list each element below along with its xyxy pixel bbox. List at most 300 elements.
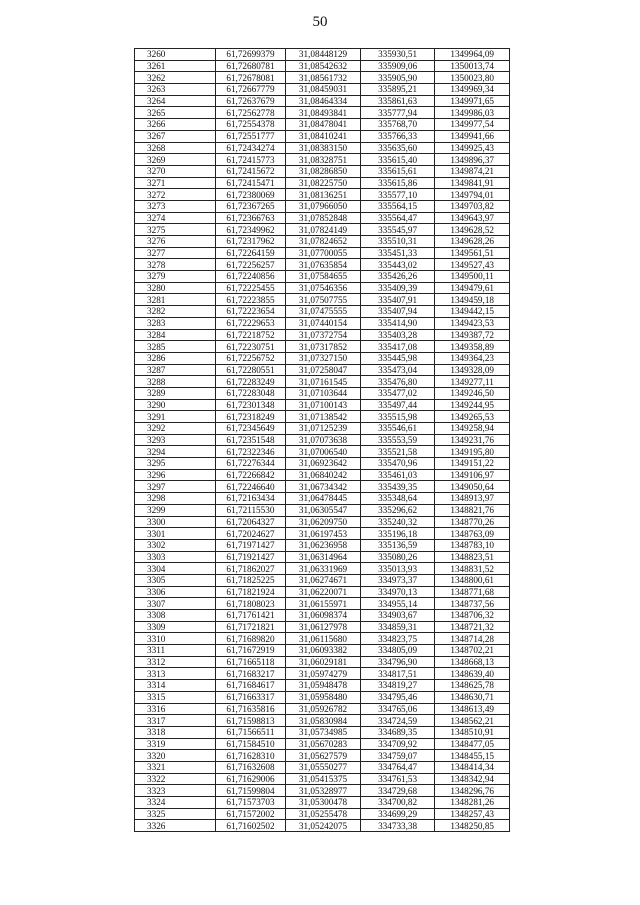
table-cell: 31,05830984 <box>286 715 361 727</box>
table-cell: 61,71632608 <box>215 761 286 773</box>
table-cell: 1349527,43 <box>435 259 510 271</box>
table-cell: 334970,13 <box>360 586 435 598</box>
table-cell: 1348763,09 <box>435 528 510 540</box>
table-cell: 1349265,53 <box>435 411 510 423</box>
table-cell: 61,71821924 <box>215 586 286 598</box>
table-cell: 61,71599804 <box>215 785 286 797</box>
table-cell: 334796,90 <box>360 656 435 668</box>
table-row <box>135 633 510 645</box>
table-cell: 31,08493841 <box>286 107 361 119</box>
table-cell: 61,71684617 <box>215 680 286 692</box>
table-cell: 31,07100143 <box>286 399 361 411</box>
table-cell: 3315 <box>135 691 216 703</box>
table-cell: 31,06478445 <box>286 493 361 505</box>
table-row <box>135 539 510 551</box>
table-row <box>135 236 510 248</box>
table-row <box>135 610 510 622</box>
table-cell: 1349561,51 <box>435 247 510 259</box>
table-row <box>135 516 510 528</box>
table-cell: 335477,02 <box>360 387 435 399</box>
table-cell: 334817,51 <box>360 668 435 680</box>
table-cell: 3274 <box>135 212 216 224</box>
table-cell: 31,07584655 <box>286 271 361 283</box>
table-cell: 3290 <box>135 399 216 411</box>
table-cell: 1348702,21 <box>435 645 510 657</box>
table-cell: 61,72317962 <box>215 236 286 248</box>
table-cell: 1348281,26 <box>435 797 510 809</box>
table-cell: 335909,06 <box>360 60 435 72</box>
table-cell: 3306 <box>135 586 216 598</box>
table-row <box>135 738 510 750</box>
table-cell: 3302 <box>135 539 216 551</box>
table-cell: 31,08448129 <box>286 49 361 61</box>
table-cell: 31,06840242 <box>286 469 361 481</box>
table-cell: 61,72349962 <box>215 224 286 236</box>
table-cell: 61,71808023 <box>215 598 286 610</box>
table-cell: 334973,37 <box>360 574 435 586</box>
table-cell: 1348250,85 <box>435 820 510 832</box>
table-row <box>135 142 510 154</box>
table-cell: 334699,29 <box>360 808 435 820</box>
table-cell: 1348257,43 <box>435 808 510 820</box>
table-cell: 1349841,91 <box>435 177 510 189</box>
table-cell: 335451,33 <box>360 247 435 259</box>
table-cell: 61,72276344 <box>215 458 286 470</box>
table-cell: 31,07824149 <box>286 224 361 236</box>
table-cell: 1349364,23 <box>435 352 510 364</box>
table-cell: 31,05242075 <box>286 820 361 832</box>
table-row <box>135 364 510 376</box>
table-cell: 1350023,80 <box>435 72 510 84</box>
table-cell: 3287 <box>135 364 216 376</box>
table-cell: 3304 <box>135 563 216 575</box>
table-cell: 61,72415672 <box>215 165 286 177</box>
table-cell: 61,72637679 <box>215 95 286 107</box>
table-cell: 1349387,72 <box>435 329 510 341</box>
table-cell: 61,71602502 <box>215 820 286 832</box>
table-cell: 1349896,37 <box>435 154 510 166</box>
table-cell: 61,72229653 <box>215 317 286 329</box>
table-cell: 334765,06 <box>360 703 435 715</box>
table-cell: 61,72283048 <box>215 387 286 399</box>
table-cell: 61,72264159 <box>215 247 286 259</box>
table-cell: 31,07138542 <box>286 411 361 423</box>
table-cell: 1349925,43 <box>435 142 510 154</box>
table-cell: 61,72554378 <box>215 119 286 131</box>
table-cell: 61,72301348 <box>215 399 286 411</box>
table-cell: 335426,26 <box>360 271 435 283</box>
table-cell: 3277 <box>135 247 216 259</box>
table-row <box>135 329 510 341</box>
table-row <box>135 60 510 72</box>
table-cell: 61,72218752 <box>215 329 286 341</box>
table-cell: 61,71573703 <box>215 797 286 809</box>
table-cell: 31,06098374 <box>286 610 361 622</box>
table-cell: 3289 <box>135 387 216 399</box>
table-cell: 31,07161545 <box>286 376 361 388</box>
table-cell: 31,08286850 <box>286 165 361 177</box>
table-cell: 61,72283249 <box>215 376 286 388</box>
table-cell: 3312 <box>135 656 216 668</box>
table-cell: 3295 <box>135 458 216 470</box>
table-cell: 31,06155971 <box>286 598 361 610</box>
table-row <box>135 271 510 283</box>
table-cell: 31,06314964 <box>286 551 361 563</box>
table-cell: 3318 <box>135 726 216 738</box>
table-cell: 31,07635854 <box>286 259 361 271</box>
table-cell: 335905,90 <box>360 72 435 84</box>
table-cell: 1349479,61 <box>435 282 510 294</box>
table-cell: 3326 <box>135 820 216 832</box>
table-cell: 3324 <box>135 797 216 809</box>
table-cell: 334689,35 <box>360 726 435 738</box>
table-cell: 335080,26 <box>360 551 435 563</box>
table-cell: 31,05948478 <box>286 680 361 692</box>
table-cell: 1348342,94 <box>435 773 510 785</box>
table-cell: 335473,04 <box>360 364 435 376</box>
table-cell: 334729,68 <box>360 785 435 797</box>
table-cell: 31,07440154 <box>286 317 361 329</box>
table-cell: 3260 <box>135 49 216 61</box>
table-cell: 61,71663317 <box>215 691 286 703</box>
table-cell: 335615,40 <box>360 154 435 166</box>
table-cell: 3317 <box>135 715 216 727</box>
table-row <box>135 387 510 399</box>
table-cell: 335445,98 <box>360 352 435 364</box>
table-cell: 335196,18 <box>360 528 435 540</box>
table-cell: 1348630,71 <box>435 691 510 703</box>
table-cell: 335409,39 <box>360 282 435 294</box>
table-cell: 3266 <box>135 119 216 131</box>
table-cell: 335861,63 <box>360 95 435 107</box>
table-cell: 1349986,03 <box>435 107 510 119</box>
table-cell: 335895,21 <box>360 84 435 96</box>
table-row <box>135 551 510 563</box>
table-row <box>135 376 510 388</box>
table-cell: 31,07317852 <box>286 341 361 353</box>
table-row <box>135 469 510 481</box>
table-row <box>135 691 510 703</box>
table-row <box>135 621 510 633</box>
table-row <box>135 84 510 96</box>
table-cell: 31,07824652 <box>286 236 361 248</box>
table-row <box>135 119 510 131</box>
table-cell: 3281 <box>135 294 216 306</box>
table-cell: 61,72318249 <box>215 411 286 423</box>
table-cell: 1349244,95 <box>435 399 510 411</box>
table-cell: 31,07475555 <box>286 306 361 318</box>
table-cell: 1348706,32 <box>435 610 510 622</box>
table-cell: 61,72163434 <box>215 493 286 505</box>
table-cell: 31,07507755 <box>286 294 361 306</box>
table-cell: 335240,32 <box>360 516 435 528</box>
table-cell: 335930,51 <box>360 49 435 61</box>
table-cell: 31,08136251 <box>286 189 361 201</box>
table-cell: 335766,33 <box>360 130 435 142</box>
table-row <box>135 165 510 177</box>
table-cell: 1349277,11 <box>435 376 510 388</box>
table-cell: 31,08464334 <box>286 95 361 107</box>
table-cell: 61,72345649 <box>215 423 286 435</box>
table-cell: 334955,14 <box>360 598 435 610</box>
table-cell: 31,06331969 <box>286 563 361 575</box>
table-cell: 61,71921427 <box>215 551 286 563</box>
table-cell: 335564,47 <box>360 212 435 224</box>
table-cell: 334724,59 <box>360 715 435 727</box>
page-number: 50 <box>312 14 328 30</box>
table-cell: 61,72280551 <box>215 364 286 376</box>
table-row <box>135 528 510 540</box>
table-cell: 31,08561732 <box>286 72 361 84</box>
table-cell: 3279 <box>135 271 216 283</box>
table-cell: 31,06923642 <box>286 458 361 470</box>
table-cell: 334819,27 <box>360 680 435 692</box>
table-cell: 335439,35 <box>360 481 435 493</box>
table-cell: 335497,44 <box>360 399 435 411</box>
table-row <box>135 423 510 435</box>
table-cell: 1348721,32 <box>435 621 510 633</box>
table-cell: 61,72551777 <box>215 130 286 142</box>
table-cell: 3269 <box>135 154 216 166</box>
table-cell: 335407,91 <box>360 294 435 306</box>
table-cell: 3283 <box>135 317 216 329</box>
table-row <box>135 434 510 446</box>
table-cell: 3268 <box>135 142 216 154</box>
table-row <box>135 481 510 493</box>
table-cell: 1349358,89 <box>435 341 510 353</box>
table-cell: 61,72351548 <box>215 434 286 446</box>
table-cell: 1349246,50 <box>435 387 510 399</box>
table-cell: 31,06115680 <box>286 633 361 645</box>
table-cell: 3308 <box>135 610 216 622</box>
table-cell: 1349703,82 <box>435 200 510 212</box>
table-cell: 61,72246640 <box>215 481 286 493</box>
table-cell: 1349964,09 <box>435 49 510 61</box>
table-cell: 31,05627579 <box>286 750 361 762</box>
table-cell: 1349442,15 <box>435 306 510 318</box>
table-cell: 335296,62 <box>360 504 435 516</box>
table-cell: 3293 <box>135 434 216 446</box>
table-cell: 61,72367265 <box>215 200 286 212</box>
table-row <box>135 212 510 224</box>
table-cell: 1349977,54 <box>435 119 510 131</box>
table-cell: 335515,98 <box>360 411 435 423</box>
table-cell: 334764,47 <box>360 761 435 773</box>
table-cell: 335510,31 <box>360 236 435 248</box>
table-cell: 3282 <box>135 306 216 318</box>
table-cell: 61,71628310 <box>215 750 286 762</box>
table-cell: 31,05300478 <box>286 797 361 809</box>
table-cell: 3292 <box>135 423 216 435</box>
table-row <box>135 130 510 142</box>
table-cell: 3310 <box>135 633 216 645</box>
table-row <box>135 726 510 738</box>
table-cell: 1348668,13 <box>435 656 510 668</box>
table-row <box>135 458 510 470</box>
table-cell: 3271 <box>135 177 216 189</box>
table-cell: 335476,80 <box>360 376 435 388</box>
table-row <box>135 785 510 797</box>
table-cell: 3262 <box>135 72 216 84</box>
table-cell: 3272 <box>135 189 216 201</box>
table-cell: 335461,03 <box>360 469 435 481</box>
table-row <box>135 797 510 809</box>
table-cell: 1349794,01 <box>435 189 510 201</box>
table-row <box>135 399 510 411</box>
table-cell: 1348783,10 <box>435 539 510 551</box>
table-cell: 1348823,51 <box>435 551 510 563</box>
table-cell: 61,71635816 <box>215 703 286 715</box>
table-cell: 1349423,53 <box>435 317 510 329</box>
table-cell: 3264 <box>135 95 216 107</box>
table-cell: 1349151,22 <box>435 458 510 470</box>
table-cell: 31,06093382 <box>286 645 361 657</box>
table-row <box>135 154 510 166</box>
table-cell: 334759,07 <box>360 750 435 762</box>
table-row <box>135 411 510 423</box>
table-cell: 61,71665118 <box>215 656 286 668</box>
table-cell: 61,72415471 <box>215 177 286 189</box>
table-cell: 1348913,97 <box>435 493 510 505</box>
table-row <box>135 294 510 306</box>
table-cell: 61,72024627 <box>215 528 286 540</box>
table-cell: 335407,94 <box>360 306 435 318</box>
table-cell: 3309 <box>135 621 216 633</box>
table-cell: 3263 <box>135 84 216 96</box>
table-row <box>135 259 510 271</box>
table-cell: 61,72266842 <box>215 469 286 481</box>
table-row <box>135 656 510 668</box>
table-cell: 1349941,66 <box>435 130 510 142</box>
table-cell: 3322 <box>135 773 216 785</box>
table-cell: 61,72562778 <box>215 107 286 119</box>
table-cell: 61,72256257 <box>215 259 286 271</box>
table-cell: 335414,90 <box>360 317 435 329</box>
table-cell: 31,06220071 <box>286 586 361 598</box>
table-cell: 3307 <box>135 598 216 610</box>
table-cell: 1348625,78 <box>435 680 510 692</box>
table-cell: 61,72434274 <box>215 142 286 154</box>
table-row <box>135 668 510 680</box>
table-cell: 31,07103644 <box>286 387 361 399</box>
table-cell: 334700,82 <box>360 797 435 809</box>
table-cell: 3300 <box>135 516 216 528</box>
table-row <box>135 189 510 201</box>
table-cell: 31,06029181 <box>286 656 361 668</box>
table-cell: 1349328,09 <box>435 364 510 376</box>
table-cell: 61,71629006 <box>215 773 286 785</box>
table-row <box>135 224 510 236</box>
table-cell: 31,06734342 <box>286 481 361 493</box>
table-cell: 61,71572002 <box>215 808 286 820</box>
table-cell: 61,71721821 <box>215 621 286 633</box>
table-cell: 3313 <box>135 668 216 680</box>
table-row <box>135 750 510 762</box>
table-cell: 61,71672919 <box>215 645 286 657</box>
table-cell: 3314 <box>135 680 216 692</box>
table-row <box>135 247 510 259</box>
table-cell: 61,72680781 <box>215 60 286 72</box>
table-cell: 31,07258047 <box>286 364 361 376</box>
table-cell: 3298 <box>135 493 216 505</box>
table-cell: 1348771,68 <box>435 586 510 598</box>
table-cell: 1349628,52 <box>435 224 510 236</box>
table-cell: 334859,31 <box>360 621 435 633</box>
table-cell: 1348770,26 <box>435 516 510 528</box>
table-cell: 31,07546356 <box>286 282 361 294</box>
table-cell: 61,72223855 <box>215 294 286 306</box>
table-row <box>135 703 510 715</box>
table-cell: 31,07125239 <box>286 423 361 435</box>
table-cell: 31,05415375 <box>286 773 361 785</box>
table-row <box>135 598 510 610</box>
table-row <box>135 645 510 657</box>
table-cell: 3319 <box>135 738 216 750</box>
table-cell: 335013,93 <box>360 563 435 575</box>
table-cell: 31,06209750 <box>286 516 361 528</box>
table-cell: 1348831,52 <box>435 563 510 575</box>
table-cell: 1348800,61 <box>435 574 510 586</box>
table-cell: 335470,96 <box>360 458 435 470</box>
table-cell: 1349106,97 <box>435 469 510 481</box>
table-cell: 31,07372754 <box>286 329 361 341</box>
table-cell: 3320 <box>135 750 216 762</box>
table-row <box>135 715 510 727</box>
table-cell: 61,71683217 <box>215 668 286 680</box>
table-cell: 1348562,21 <box>435 715 510 727</box>
table-cell: 335546,61 <box>360 423 435 435</box>
table-cell: 3297 <box>135 481 216 493</box>
table-cell: 3267 <box>135 130 216 142</box>
table-cell: 3270 <box>135 165 216 177</box>
table-row <box>135 341 510 353</box>
table-row <box>135 586 510 598</box>
table-row <box>135 504 510 516</box>
table-cell: 31,07006540 <box>286 446 361 458</box>
table-cell: 61,71598813 <box>215 715 286 727</box>
table-cell: 31,08542632 <box>286 60 361 72</box>
table-cell: 3286 <box>135 352 216 364</box>
table-cell: 31,06274671 <box>286 574 361 586</box>
table-cell: 335521,58 <box>360 446 435 458</box>
table-row <box>135 680 510 692</box>
table-cell: 3278 <box>135 259 216 271</box>
table-row <box>135 773 510 785</box>
table-cell: 31,07966050 <box>286 200 361 212</box>
table-row <box>135 177 510 189</box>
table-cell: 3288 <box>135 376 216 388</box>
table-cell: 61,72699379 <box>215 49 286 61</box>
table-cell: 1348737,56 <box>435 598 510 610</box>
table-cell: 31,08225750 <box>286 177 361 189</box>
table-cell: 3261 <box>135 60 216 72</box>
table-cell: 335553,59 <box>360 434 435 446</box>
table-cell: 1349231,76 <box>435 434 510 446</box>
table-cell: 31,05550277 <box>286 761 361 773</box>
table-cell: 3303 <box>135 551 216 563</box>
table-cell: 1350013,74 <box>435 60 510 72</box>
table-cell: 335635,60 <box>360 142 435 154</box>
table-cell: 61,72230751 <box>215 341 286 353</box>
table-cell: 61,72322346 <box>215 446 286 458</box>
table-cell: 31,05926782 <box>286 703 361 715</box>
table-cell: 1348821,76 <box>435 504 510 516</box>
table-cell: 3305 <box>135 574 216 586</box>
table-cell: 1349628,26 <box>435 236 510 248</box>
table-cell: 334903,67 <box>360 610 435 622</box>
table-row <box>135 107 510 119</box>
table-cell: 61,72415773 <box>215 154 286 166</box>
